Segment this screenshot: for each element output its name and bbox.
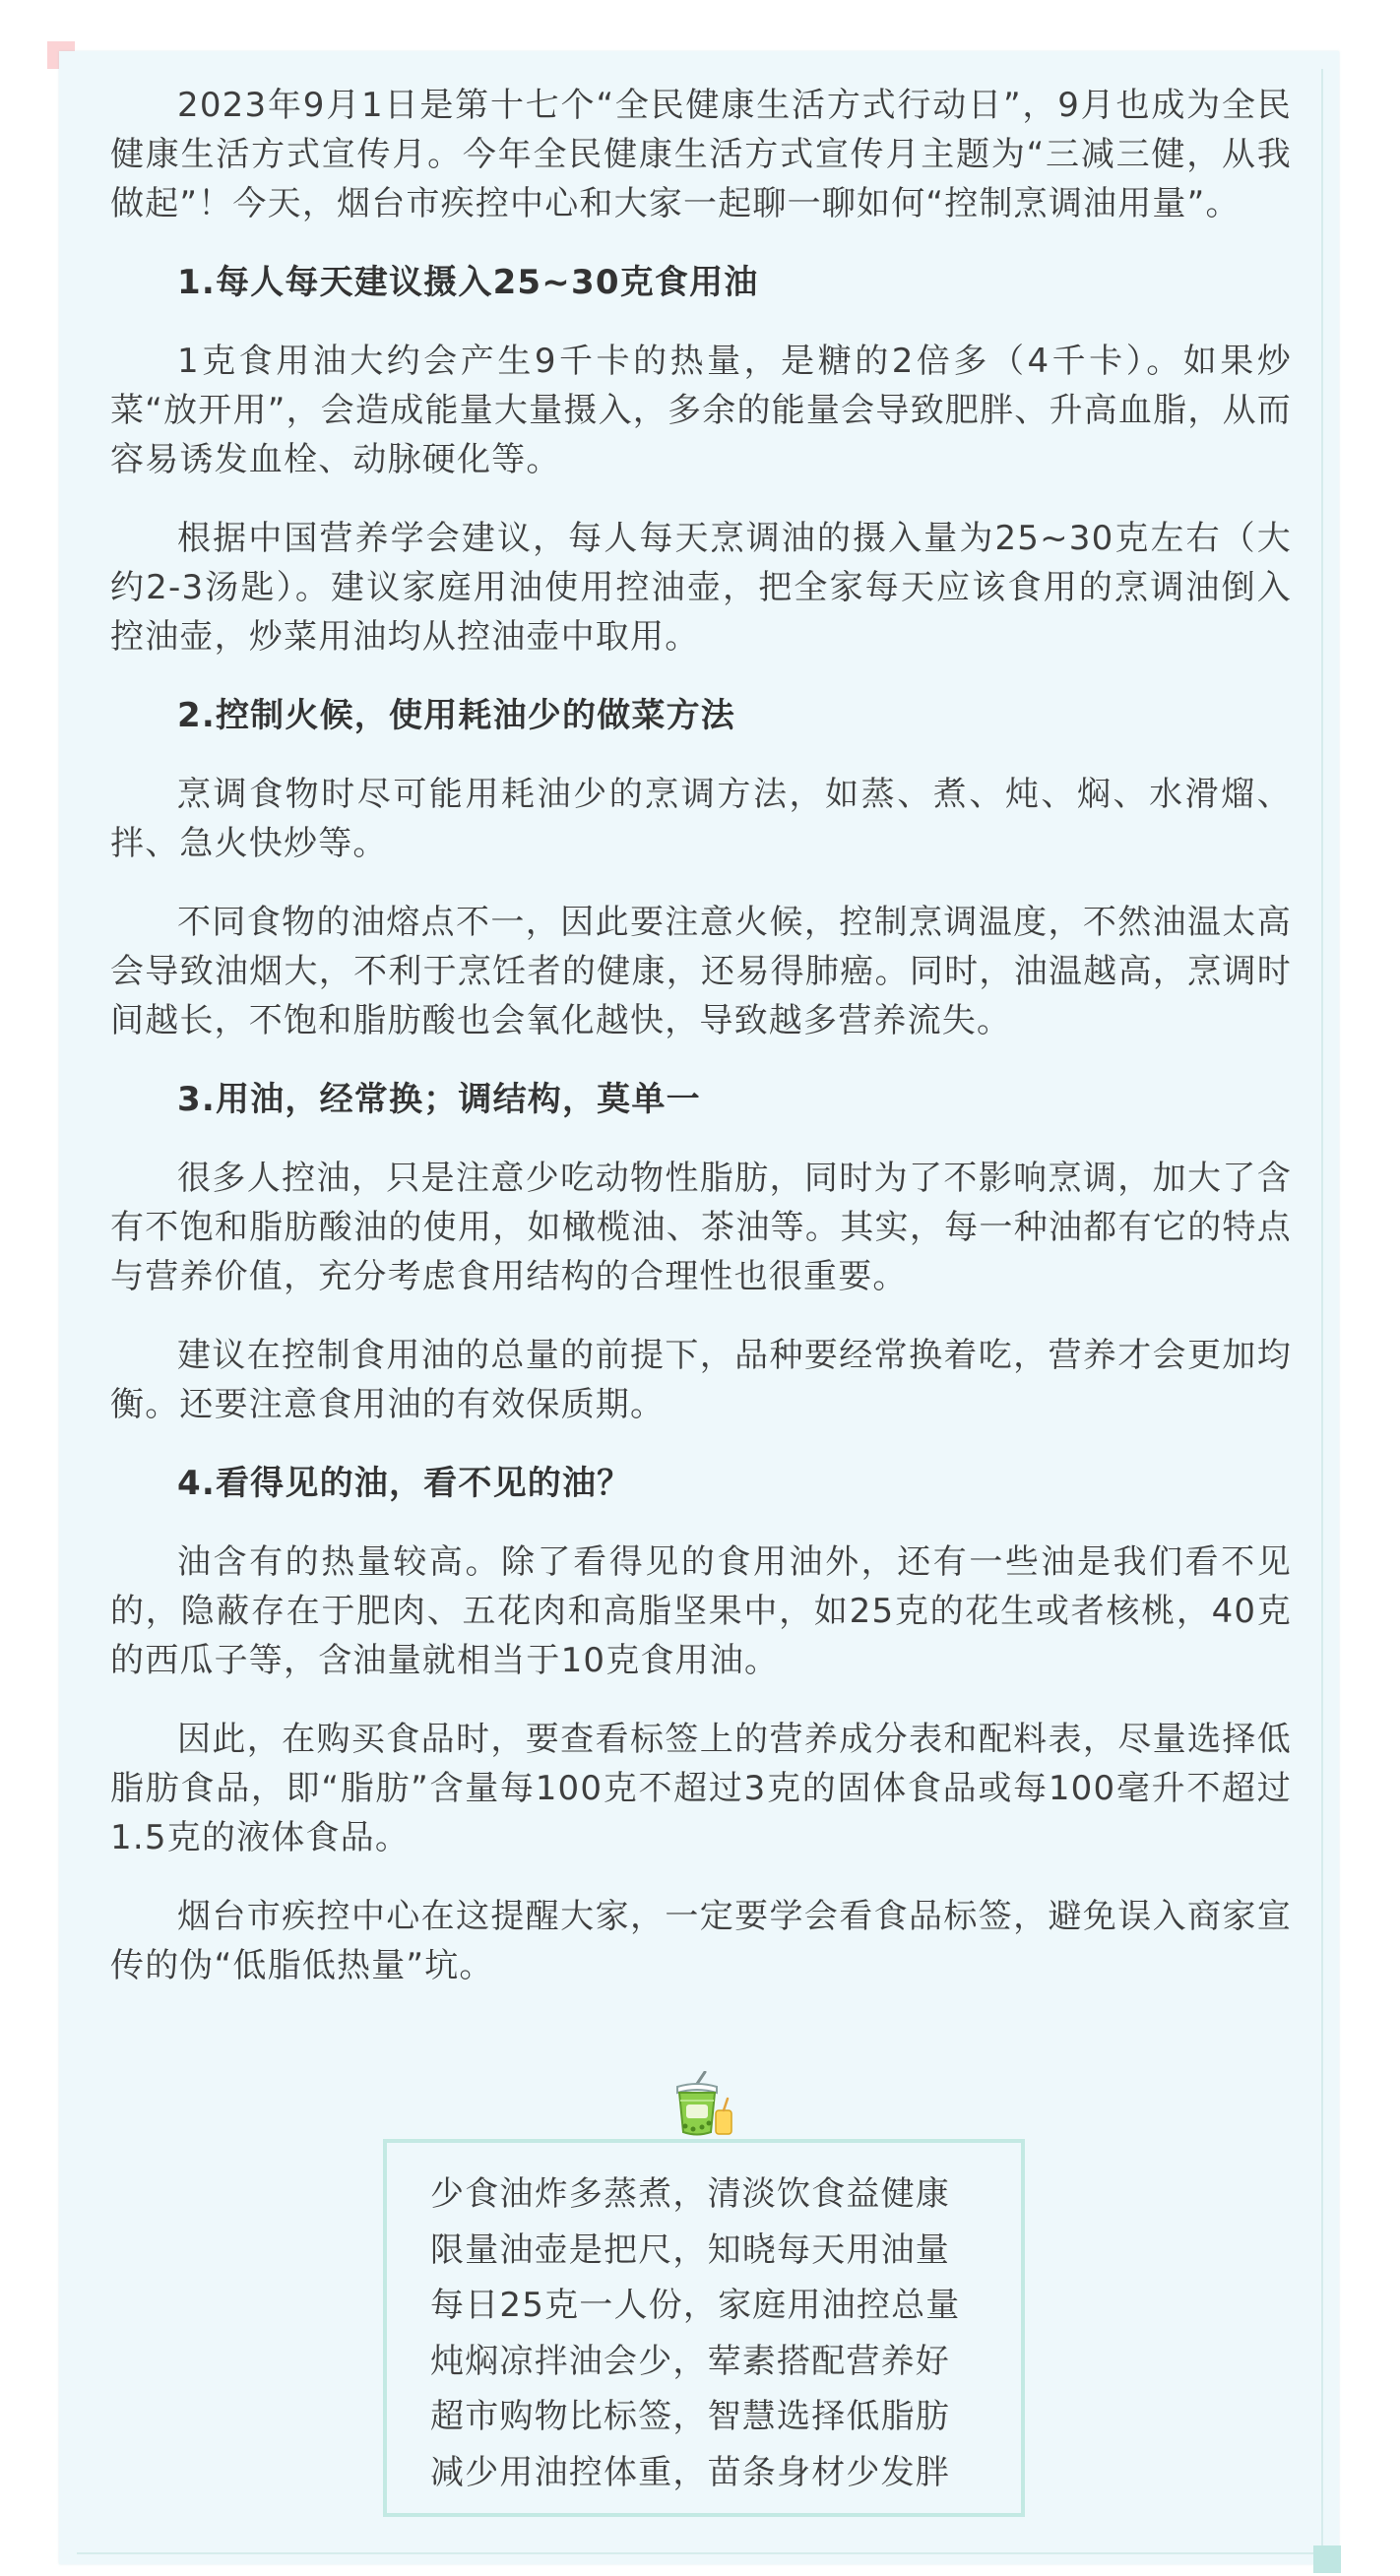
poem-line-3: 每日25克一人份，家庭用油控总量 <box>430 2286 961 2325</box>
poem-line-6: 减少用油控体重，苗条身材少发胖 <box>430 2452 950 2492</box>
section-4-heading: 4.看得见的油，看不见的油？ <box>177 1464 632 1503</box>
section-2-paragraph-2: 不同食物的油熔点不一，因此要注意火候，控制烹调温度，不然油温太高会导致油烟大，不利于烹饪者的健康，还易得肺癌。同时，油温越高，烹调时间越长，不饱和脂肪酸也会氧化越快，导致越多营养流失。 <box>110 903 1292 1040</box>
poem-line-5: 超市购物比标签，智慧选择低脂肪 <box>430 2397 950 2436</box>
poem-line-1: 少食油炸多蒸煮，清淡饮食益健康 <box>430 2174 950 2214</box>
section-4-paragraph-3: 烟台市疾控中心在这提醒大家，一定要学会看食品标签，避免误入商家宣传的伪“低脂低热量”坑。 <box>110 1897 1292 1985</box>
intro-paragraph: 2023年9月1日是第十七个“全民健康生活方式行动日”，9月也成为全民健康生活方式宣传月。今年全民健康生活方式宣传月主题为“三减三健，从我做起”！今天，烟台市疾控中心和大家一起聊一聊如何“控制烹调油用量”。 <box>110 86 1292 223</box>
poem-line-4: 炖焖凉拌油会少，荤素搭配营养好 <box>430 2341 950 2381</box>
section-3-paragraph-1: 很多人控油，只是注意少吃动物性脂肪，同时为了不影响烹调，加大了含有不饱和脂肪酸油的使用，如橄榄油、茶油等。其实，每一种油都有它的特点与营养价值，充分考虑食用结构的合理性也很重要。 <box>110 1159 1292 1296</box>
section-4-paragraph-2: 因此，在购买食品时，要查看标签上的营养成分表和配料表，尽量选择低脂肪食品，即“脂肪”含量每100克不超过3克的固体食品或每100毫升不超过1.5克的液体食品。 <box>110 1720 1292 1857</box>
card-edge-right <box>1321 69 1323 2554</box>
section-1-paragraph-2: 根据中国营养学会建议，每人每天烹调油的摄入量为25~30克左右（大约2-3汤匙）。建议家庭用油使用控油壶，把全家每天应该食用的烹调油倒入控油壶，炒菜用油均从控油壶中取用。 <box>110 519 1292 657</box>
drink-cup-icon <box>666 2071 736 2140</box>
card-edge-bottom <box>77 2552 1321 2554</box>
section-3-heading: 3.用油，经常换；调结构，莫单一 <box>177 1080 701 1119</box>
section-2-paragraph-1: 烹调食物时尽可能用耗油少的烹调方法，如蒸、煮、炖、焖、水滑熘、拌、急火快炒等。 <box>110 775 1292 863</box>
section-1-heading: 1.每人每天建议摄入25~30克食用油 <box>177 263 759 302</box>
section-4-paragraph-1: 油含有的热量较高。除了看得见的食用油外，还有一些油是我们看不见的，隐蔽存在于肥肉、五花肉和高脂坚果中，如25克的花生或者核桃，40克的西瓜子等，含油量就相当于10克食用油。 <box>110 1542 1292 1680</box>
poem-line-2: 限量油壶是把尺，知晓每天用油量 <box>430 2230 950 2270</box>
corner-decoration-bottom-right <box>1313 2545 1341 2573</box>
article-body <box>110 81 1292 2020</box>
section-3-paragraph-2: 建议在控制食用油的总量的前提下，品种要经常换着吃，营养才会更加均衡。还要注意食用油的有效保质期。 <box>110 1336 1292 1424</box>
section-1-paragraph-1: 1克食用油大约会产生9千卡的热量，是糖的2倍多（4千卡）。如果炒菜“放开用”，会造成能量大量摄入，多余的能量会导致肥胖、升高血脂，从而容易诱发血栓、动脉硬化等。 <box>110 342 1292 479</box>
section-2-heading: 2.控制火候，使用耗油少的做菜方法 <box>177 696 735 735</box>
poem-box <box>383 2139 1025 2517</box>
